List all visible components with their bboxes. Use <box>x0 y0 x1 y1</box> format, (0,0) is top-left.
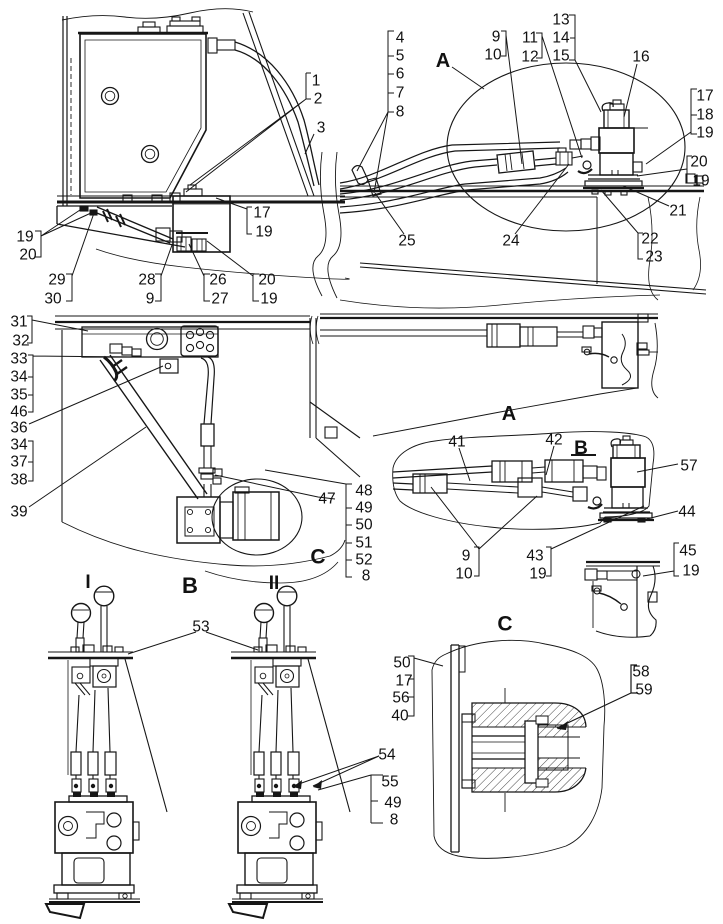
callout-label: 20 <box>690 153 708 171</box>
callout-label: 30 <box>44 290 62 308</box>
view-a-detail-group <box>393 432 654 530</box>
callout-label: 17 <box>253 204 271 222</box>
callout-label: 19 <box>682 562 700 580</box>
callout-label: 32 <box>12 332 30 350</box>
callout-label: 18 <box>696 106 714 124</box>
callout-label: 9 <box>461 547 471 565</box>
callout-label: 36 <box>10 419 28 437</box>
callout-label: 8 <box>395 103 405 121</box>
callout-label: 10 <box>484 46 502 64</box>
pump-view-a-ellipse-group <box>313 63 706 308</box>
callout-label: 17 <box>395 672 413 690</box>
callout-label: 49 <box>384 794 402 812</box>
callout-label: 19 <box>692 172 710 190</box>
callout-label: 21 <box>669 202 687 220</box>
view-label-a: A <box>501 403 517 426</box>
callout-label: 56 <box>392 689 410 707</box>
callout-label: 16 <box>632 48 650 66</box>
callout-label: 52 <box>355 551 373 569</box>
callout-label: 22 <box>641 230 659 248</box>
view-label-c: C <box>310 545 326 569</box>
callout-label: 49 <box>355 499 373 517</box>
callout-label: 41 <box>448 433 466 451</box>
callout-label: 57 <box>680 457 698 475</box>
callout-label: 40 <box>391 707 409 725</box>
callout-label: 26 <box>209 271 227 289</box>
view-label-c: C <box>497 612 513 636</box>
callout-label: 24 <box>502 232 520 250</box>
tank-and-frame-group <box>57 9 349 280</box>
callout-label: 7 <box>395 84 405 102</box>
callout-label: 59 <box>635 681 653 699</box>
callout-label: 6 <box>395 65 405 83</box>
view-label-b: B <box>182 572 198 598</box>
callout-label: 23 <box>645 248 663 266</box>
callout-label: 44 <box>678 503 696 521</box>
callout-label: 9 <box>145 290 155 308</box>
callout-label: 47 <box>318 490 336 508</box>
callout-label: 55 <box>381 773 399 791</box>
callout-label: 19 <box>260 290 278 308</box>
lever-unit-group <box>46 586 167 918</box>
callout-label: 5 <box>395 47 405 65</box>
callout-label: 1 <box>311 72 321 90</box>
callout-label: 50 <box>393 654 411 672</box>
callout-label: 3 <box>316 119 326 137</box>
callout-label: 50 <box>355 516 373 534</box>
callout-label: 19 <box>696 124 714 142</box>
callout-label: 43 <box>526 547 544 565</box>
callout-label: 9 <box>491 28 501 46</box>
callout-label: 51 <box>355 534 373 552</box>
view-label-ii: II <box>268 572 280 594</box>
callout-label: 35 <box>10 386 28 404</box>
callout-label: 37 <box>10 453 28 471</box>
callout-label: 25 <box>398 232 416 250</box>
bracket-detail-group <box>585 562 660 637</box>
callout-label: 14 <box>552 29 570 47</box>
callout-label: 46 <box>10 403 28 421</box>
callout-label: 34 <box>10 368 28 386</box>
callout-label: 15 <box>552 47 570 65</box>
callout-label: 19 <box>16 228 34 246</box>
callout-label: 48 <box>355 482 373 500</box>
callout-text-layer <box>10 12 713 829</box>
callout-label: 2 <box>313 90 323 108</box>
view-c-detail-group <box>432 640 605 858</box>
callout-label: 42 <box>545 431 563 449</box>
callout-label: 4 <box>395 29 405 47</box>
callout-label: 13 <box>552 11 570 29</box>
callout-label: 27 <box>211 290 229 308</box>
callout-label: 17 <box>696 87 714 105</box>
callout-label: 33 <box>10 350 28 368</box>
view-label-i: I <box>85 571 91 593</box>
callout-label: 19 <box>255 223 273 241</box>
callout-label: 8 <box>389 811 399 829</box>
callout-label: 20 <box>19 246 37 264</box>
callout-label: 39 <box>10 503 28 521</box>
callout-label: 58 <box>632 663 650 681</box>
callout-label: 20 <box>258 271 276 289</box>
callout-label: 53 <box>192 618 210 636</box>
callout-label: 38 <box>10 471 28 489</box>
callout-label: 31 <box>10 313 28 331</box>
view-label-b: B <box>574 437 588 459</box>
callout-label: 19 <box>529 565 547 583</box>
lever-unit-ii <box>229 586 350 918</box>
callout-label: 8 <box>361 567 371 585</box>
callout-label: 12 <box>521 48 539 66</box>
view-label-a: A <box>435 50 451 73</box>
callout-label: 29 <box>48 271 66 289</box>
callout-label: 45 <box>679 542 697 560</box>
callout-label: 10 <box>455 565 473 583</box>
callout-label: 11 <box>521 29 539 47</box>
callout-label: 28 <box>138 271 156 289</box>
callout-label: 54 <box>378 746 396 764</box>
callout-label: 34 <box>10 436 28 454</box>
